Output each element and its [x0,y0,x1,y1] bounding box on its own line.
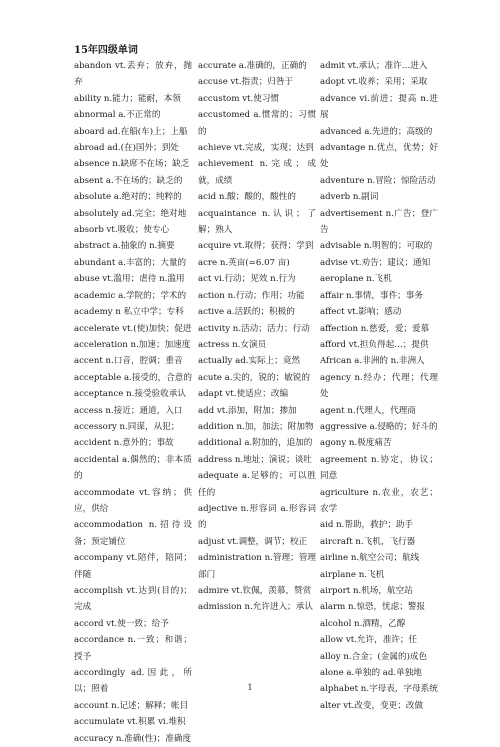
word-entry: accelerate vt.(使)加快；促进 [74,323,192,334]
word-entry: agreement n.协定，协议；同意 [320,454,438,482]
word-entry: actress n.女演员 [198,339,267,350]
word-entry: agriculture n.农业，农艺；农学 [320,487,438,514]
word-entry: administration n.管理；管理部门 [198,553,316,580]
word-entry: advisable n.明智的；可取的 [320,241,433,252]
word-entry: activity n.活动；活力；行动 [198,323,310,334]
word-entry: alcohol n.酒精，乙醇 [320,618,406,629]
word-entry: access n.接近；通道，入口 [74,405,183,416]
word-entry: agency n.经办；代理；代理处 [320,372,438,400]
word-entry: alphabet n.字母表，字母系统 [320,684,438,695]
word-entry: accordingly ad.因此，所以；照着 [74,668,192,695]
word-entry: allow vt.允许，准许；任 [320,635,418,646]
word-entry: advertisement n.广告；登广告 [320,208,438,236]
word-entry: aggressive a.侵略的；好斗的 [320,421,438,432]
word-entry: aid n.帮助，救护；助手 [320,520,414,531]
word-entry: advance vi.前进；提高 n.进展 [320,93,438,121]
word-entry: ability n.能力；能耐，本领 [74,93,181,104]
word-entry: adopt vt.收养；采用；采取 [320,77,428,88]
word-entry: absolutely ad.完全；绝对地 [74,208,187,219]
word-entry: accuracy n.准确(性)；准确度 [74,733,192,744]
word-entry: admire vt.钦佩，羡慕，赞赏 [198,586,312,596]
word-entry: affection n.慈爱，爱；爱慕 [320,323,430,334]
word-entry: acceleration n.加速；加速度 [74,339,191,350]
word-entry: abnormal a.不正常的 [74,110,161,121]
word-entry: absence n.缺席不在场；缺乏 [74,159,190,170]
word-entry: acceptance n.接受验收承认 [74,389,186,400]
word-entry: accordance n.一致；和谐；授予 [74,635,192,662]
word-entry: aircraft n.飞机，飞行器 [320,536,416,547]
word-entry: absent a.不在场的；缺乏的 [74,175,183,186]
word-entry: adventure n.冒险；惊险活动 [320,175,436,186]
word-entry: act vi.行动；见效 n.行为 [198,274,296,285]
word-entry: absorb vt.吸收；使专心 [74,225,170,236]
word-entry: accommodation n.招待设备；预定铺位 [74,520,192,547]
word-entry: accustomed a.惯常的；习惯的 [198,110,316,137]
word-entry: adjective n.形容词 a.形容词的 [198,503,316,531]
word-entry: accessory n.同谋，从犯； [74,421,180,432]
page-title: 15年四级单词 [74,45,138,56]
word-entry: acceptable a.接受的，合意的 [74,372,192,383]
word-column-1 [74,58,192,747]
word-entry: adverb n.副词 [320,192,379,203]
word-entry: accuse vt.指责；归咎于 [198,77,294,88]
word-entry: acute a.尖的，锐的；敏锐的 [198,372,310,383]
word-entry: alone a.单独的 ad.单独地 [320,668,422,679]
word-entry: airplane n.飞机 [320,569,385,580]
word-entry: advantage n.优点，优势；好处 [320,143,438,170]
word-entry: abandon vt.丢弃；放弃，抛弃 [74,61,192,88]
word-entry: advise vt.劝告；建议；通知 [320,257,431,268]
word-entry: alloy n.合金；(金属的)成色 [320,651,428,662]
word-entry: acquire vt.取得；获得；学到 [198,241,314,252]
word-entry: accumulate vt.积累 vi.堆积 [74,717,186,728]
word-entry: accord vt.使一致；给予 [74,618,169,629]
word-entry: accident n.意外的；事故 [74,438,174,449]
word-entry: acid n.酸；酸的，酸性的 [198,192,296,203]
word-entry: alter vt.改变，变更；改做 [320,700,424,711]
word-entry: achievement n.完成；成就，成绩 [198,159,316,186]
word-entry: aboard ad.在船(车)上；上船 [74,126,188,137]
word-entry: agent n.代理人，代理商 [320,405,416,416]
word-entry: airline n.航空公司；航线 [320,553,420,564]
word-entry: achieve vt.完成，实现；达到 [198,143,314,154]
word-entry: airport n.机场，航空站 [320,586,413,596]
word-entry: afford vt.担负得起…；提供 [320,339,429,350]
word-entry: aeroplane n.飞机 [320,274,392,285]
word-entry: adequate a.足够的；可以胜任的 [198,471,316,498]
word-entry: abundant a.丰富的；大量的 [74,257,187,268]
word-entry: account n.记述；解释；帐目 [74,700,189,711]
word-entry: accidental a.偶然的；非本质的 [74,454,192,482]
word-entry: absolute a.绝对的；纯粹的 [74,192,182,203]
word-entry: acre n.英亩(=6.07 亩) [198,257,290,268]
word-entry: admission n.允许进入；承认 [198,602,313,613]
word-entry: action n.行动；作用；功能 [198,290,305,301]
word-column-3 [320,58,438,714]
word-entry: accompany vt.陪伴，陪同；伴随 [74,553,192,580]
word-entry: alarm n.惊恐，忧虑；警报 [320,602,426,613]
word-entry: actually ad.实际上；竟然 [198,356,301,367]
word-entry: accent n.口音，腔调；重音 [74,356,183,367]
word-entry: admit vt.承认；准许…进入 [320,61,428,71]
word-entry: advanced a.先进的；高级的 [320,126,433,137]
word-entry: accomplish vt.达到(目的)；完成 [74,586,192,613]
page-number: 1 [247,683,253,692]
word-entry: add vt.添加，附加；掺加 [198,405,297,416]
word-entry: abuse vt.滥用；虐待 n.滥用 [74,274,185,285]
word-entry: adapt vt.使适应；改编 [198,389,289,400]
word-entry: affect vt.影响；感动 [320,307,402,318]
word-entry: accustom vt.使习惯 [198,93,280,104]
word-entry: academy n 私立中学；专科 [74,307,184,318]
word-entry: agony n.极度痛苦 [320,438,392,449]
word-entry: African a.非洲的 n.非洲人 [320,356,425,367]
word-entry: additional a.附加的，追加的 [198,438,313,449]
word-entry: accommodate vt.容纳；供应，供给 [74,487,192,514]
word-entry: acquaintance n.认识；了解；熟人 [198,208,316,236]
word-column-2 [198,58,316,616]
word-entry: accurate a.准确的，正确的 [198,61,307,71]
word-entry: affair n.事情，事件；事务 [320,290,423,301]
word-entry: addition n.加，加法；附加物 [198,421,314,432]
word-entry: adjust vt.调整，调节；校正 [198,536,308,547]
word-entry: address n.地址；演说；谈吐 [198,454,312,465]
word-entry: active a.活跃的；积极的 [198,307,295,318]
word-entry: abroad ad.(在)国外；到处 [74,143,179,154]
word-entry: academic a.学院的；学术的 [74,290,187,301]
word-entry: abstract a.抽象的 n.摘要 [74,241,175,252]
